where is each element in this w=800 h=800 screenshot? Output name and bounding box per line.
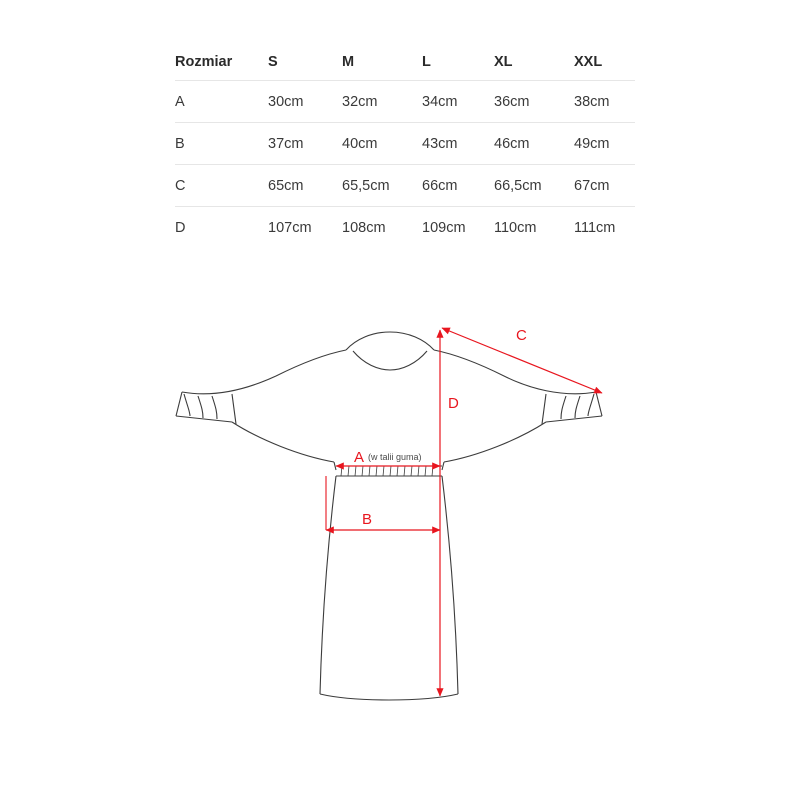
measure-label-c: C [516, 327, 527, 344]
cell-d-l: 109cm [422, 219, 466, 236]
cell-a-m: 32cm [342, 81, 422, 123]
size-table-body [175, 81, 635, 249]
row-label-a: A [175, 81, 268, 123]
cell-a-s: 30cm [268, 81, 342, 123]
cell-a-xl: 36cm [494, 81, 574, 123]
cell-d-xl: 110cm [494, 219, 537, 236]
measure-label-d: D [448, 395, 459, 412]
table-row [175, 165, 635, 207]
dress-outline [176, 332, 602, 700]
column-header-rozmiar: Rozmiar [175, 44, 268, 81]
row-label-b: B [175, 123, 268, 165]
column-header-xxl: XXL [574, 44, 635, 81]
table-row [175, 123, 635, 165]
size-table [175, 44, 635, 248]
cell-c-xxl: 67cm [574, 165, 635, 207]
column-header-s: S [268, 44, 342, 81]
cell-d-m: 108cm [342, 219, 386, 236]
cell-c-s: 65cm [268, 165, 342, 207]
column-header-m: M [342, 44, 422, 81]
table-row [175, 207, 635, 249]
column-header-l: L [422, 44, 494, 81]
cell-b-s: 37cm [268, 123, 342, 165]
cell-d-xxl: 111cm [574, 219, 616, 236]
measure-label-b: B [362, 511, 373, 528]
garment-diagram [150, 290, 670, 730]
measurement-annotations [326, 327, 602, 696]
size-table-head [175, 44, 635, 81]
column-header-xl: XL [494, 44, 574, 81]
cell-b-xxl: 49cm [574, 123, 635, 165]
cell-c-xl: 66,5cm [494, 165, 574, 207]
cell-a-l: 34cm [422, 81, 494, 123]
cell-b-l: 43cm [422, 123, 494, 165]
measure-note-a: (w talii guma) [368, 452, 422, 462]
table-row [175, 81, 635, 123]
row-label-c: C [175, 165, 268, 207]
cell-c-l: 66cm [422, 165, 494, 207]
cell-c-m: 65,5cm [342, 165, 422, 207]
cell-b-m: 40cm [342, 123, 422, 165]
measure-label-a: A [354, 449, 365, 466]
cell-d-s: 107cm [268, 219, 312, 236]
row-label-d: D [175, 219, 186, 236]
cell-a-xxl: 38cm [574, 81, 635, 123]
table-header-row [175, 44, 635, 81]
cell-b-xl: 46cm [494, 123, 574, 165]
